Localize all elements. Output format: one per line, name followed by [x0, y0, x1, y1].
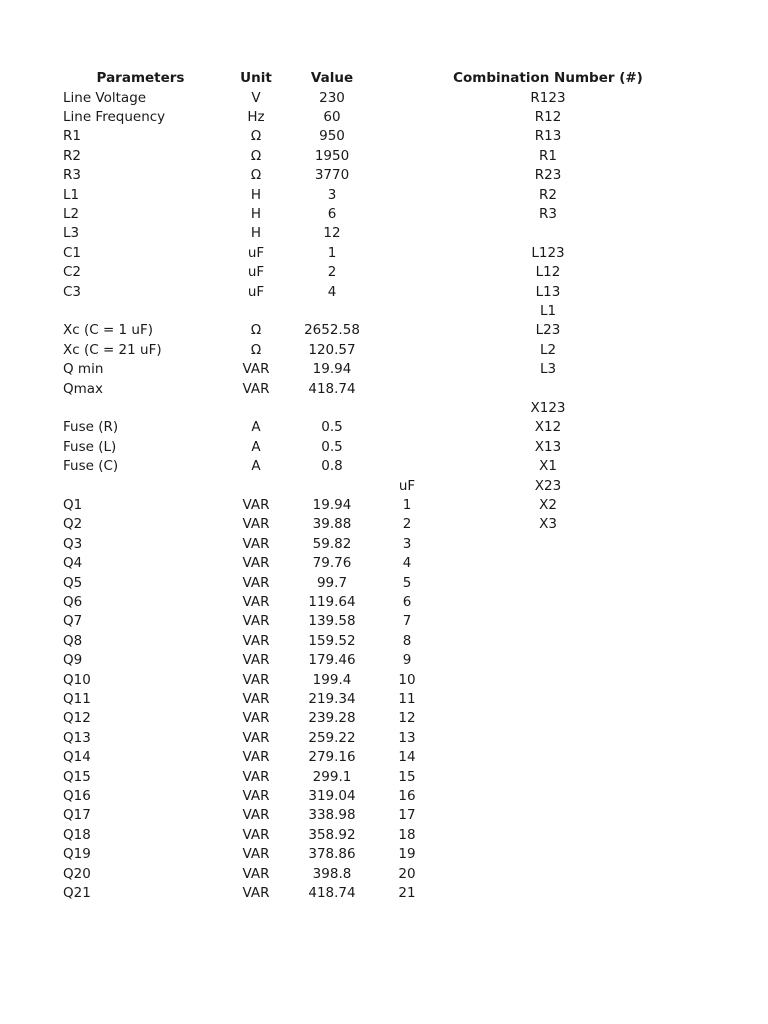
combination-cell — [498, 845, 598, 864]
unit-cell: VAR — [242, 632, 270, 649]
parameter-cell: Q3 — [63, 535, 83, 552]
value-cell: 6 — [327, 205, 337, 222]
unit-cell: uF — [247, 244, 265, 261]
capacitance-cell — [382, 283, 432, 302]
unit-cell: A — [251, 438, 261, 455]
unit-cell — [216, 302, 296, 321]
table-row — [0, 477, 768, 496]
value-cell: 60 — [323, 108, 341, 125]
capacitance-cell: 14 — [398, 749, 416, 766]
combination-cell: X1 — [539, 458, 557, 475]
value-cell: 0.8 — [321, 458, 343, 475]
capacitance-cell — [382, 457, 432, 476]
parameter-cell: Q17 — [63, 807, 91, 824]
combination-cell: X13 — [534, 438, 562, 455]
value-cell: 230 — [319, 89, 345, 106]
table-row — [0, 496, 768, 515]
combination-cell — [498, 729, 598, 748]
parameter-cell: Q20 — [63, 865, 91, 882]
parameter-cell: Q13 — [63, 729, 91, 746]
unit-cell: VAR — [242, 846, 270, 863]
capacitance-cell: 1 — [402, 496, 412, 513]
capacitance-cell: 19 — [398, 846, 416, 863]
unit-cell: A — [251, 419, 261, 436]
parameter-cell: C2 — [63, 264, 82, 281]
table-row — [0, 515, 768, 534]
value-cell: 3770 — [314, 167, 350, 184]
combination-cell — [498, 884, 598, 903]
parameter-cell: Qmax — [63, 380, 104, 397]
capacitance-cell: 7 — [402, 613, 412, 630]
capacitance-cell: 8 — [402, 632, 412, 649]
combination-cell: R1 — [539, 147, 557, 164]
capacitance-cell — [382, 147, 432, 166]
capacitance-cell — [382, 438, 432, 457]
unit-cell — [216, 477, 296, 496]
capacitance-cell — [382, 302, 432, 321]
combination-cell — [498, 865, 598, 884]
value-cell: 1 — [327, 244, 337, 261]
value-cell: 418.74 — [308, 380, 356, 397]
parameter-cell: Fuse (R) — [63, 419, 119, 436]
combination-cell: L12 — [535, 264, 561, 281]
unit-cell: VAR — [242, 555, 270, 572]
unit-cell: Ω — [250, 147, 262, 164]
table-row — [0, 380, 768, 399]
parameter-cell: C1 — [63, 244, 82, 261]
table-row — [0, 574, 768, 593]
unit-cell: VAR — [242, 380, 270, 397]
capacitance-cell: 11 — [398, 690, 416, 707]
combination-cell — [498, 651, 598, 670]
capacitance-cell — [382, 399, 432, 418]
table-row — [0, 457, 768, 476]
table-row — [0, 845, 768, 864]
capacitance-cell: 4 — [402, 555, 412, 572]
unit-cell: VAR — [242, 749, 270, 766]
table-row — [0, 729, 768, 748]
table-row — [0, 186, 768, 205]
unit-cell: VAR — [242, 729, 270, 746]
unit-cell: VAR — [242, 671, 270, 688]
combination-cell — [498, 709, 598, 728]
combination-cell: L13 — [535, 283, 561, 300]
combination-cell — [498, 632, 598, 651]
table-row — [0, 671, 768, 690]
value-cell: 39.88 — [312, 516, 352, 533]
parameter-cell: L1 — [63, 186, 80, 203]
combination-cell: R23 — [534, 167, 562, 184]
unit-cell: VAR — [242, 865, 270, 882]
value-cell: 2 — [327, 264, 337, 281]
capacitance-cell: 10 — [398, 671, 416, 688]
combination-cell: R2 — [539, 186, 557, 203]
combination-cell — [498, 593, 598, 612]
unit-cell: VAR — [242, 593, 270, 610]
value-cell: 19.94 — [312, 496, 352, 513]
parameter-cell: Q18 — [63, 826, 91, 843]
parameter-cell: Q14 — [63, 749, 91, 766]
unit-cell: VAR — [242, 535, 270, 552]
table-row — [0, 224, 768, 243]
capacitance-cell: 17 — [398, 807, 416, 824]
table-row — [0, 418, 768, 437]
value-cell: 950 — [319, 128, 345, 145]
parameter-cell: R2 — [63, 147, 81, 164]
table-row — [0, 127, 768, 146]
table-row — [0, 205, 768, 224]
unit-cell — [216, 399, 296, 418]
table-row — [0, 302, 768, 321]
unit-cell: VAR — [242, 787, 270, 804]
parameter-cell: Q16 — [63, 787, 91, 804]
table-row — [0, 166, 768, 185]
value-cell — [292, 302, 372, 321]
table-row — [0, 651, 768, 670]
unit-cell: uF — [247, 283, 265, 300]
unit-cell: VAR — [242, 690, 270, 707]
table-row — [0, 690, 768, 709]
table-row — [0, 865, 768, 884]
value-cell: 2652.58 — [304, 322, 360, 339]
combination-cell — [498, 787, 598, 806]
unit-cell: Ω — [250, 322, 262, 339]
capacitance-cell — [382, 360, 432, 379]
parameter-cell: Q1 — [63, 496, 83, 513]
parameter-cell: Q15 — [63, 768, 91, 785]
unit-cell: Ω — [250, 167, 262, 184]
parameter-cell: Xc (C = 21 uF) — [63, 341, 162, 358]
parameter-cell: Q21 — [63, 884, 91, 901]
combination-cell — [498, 554, 598, 573]
capacitance-cell — [382, 166, 432, 185]
value-cell: 12 — [323, 225, 341, 242]
table-row — [0, 147, 768, 166]
value-cell: 259.22 — [308, 729, 356, 746]
capacitance-cell: uF — [398, 477, 416, 494]
value-cell: 418.74 — [308, 884, 356, 901]
table-row — [0, 884, 768, 903]
table-row — [0, 612, 768, 631]
unit-cell: VAR — [242, 516, 270, 533]
unit-cell: H — [250, 205, 262, 222]
header-combination-number: Combination Number (#) — [453, 70, 643, 86]
capacitance-cell — [382, 127, 432, 146]
parameter-cell: Q7 — [63, 613, 83, 630]
value-cell: 59.82 — [312, 535, 352, 552]
value-cell: 1950 — [314, 147, 350, 164]
capacitance-cell: 2 — [402, 516, 412, 533]
capacitance-cell — [382, 380, 432, 399]
combination-cell: R123 — [530, 89, 566, 106]
value-cell: 358.92 — [308, 826, 356, 843]
table-row — [0, 535, 768, 554]
value-cell: 199.4 — [312, 671, 352, 688]
parameter-cell: Q8 — [63, 632, 83, 649]
capacitance-cell: 18 — [398, 826, 416, 843]
unit-cell: A — [251, 458, 261, 475]
unit-cell: H — [250, 186, 262, 203]
combination-cell — [498, 806, 598, 825]
value-cell: 0.5 — [321, 419, 343, 436]
value-cell: 120.57 — [308, 341, 356, 358]
value-cell: 4 — [327, 283, 337, 300]
combination-cell — [498, 690, 598, 709]
value-cell: 119.64 — [308, 593, 356, 610]
header-unit: Unit — [240, 70, 272, 86]
table-row — [0, 554, 768, 573]
parameter-cell: R3 — [63, 167, 81, 184]
table-row — [0, 360, 768, 379]
capacitance-cell — [382, 244, 432, 263]
unit-cell: Hz — [247, 108, 265, 125]
table-row — [0, 341, 768, 360]
combination-cell — [498, 224, 598, 243]
capacitance-cell: 12 — [398, 710, 416, 727]
combination-cell: X2 — [539, 496, 557, 513]
capacitance-cell: 21 — [398, 884, 416, 901]
combination-cell — [498, 826, 598, 845]
combination-cell: R13 — [534, 128, 562, 145]
parameter-cell: Q2 — [63, 516, 83, 533]
capacitance-cell — [382, 224, 432, 243]
capacitance-cell — [382, 321, 432, 340]
value-cell — [292, 477, 372, 496]
value-cell: 19.94 — [312, 361, 352, 378]
unit-cell: Ω — [250, 341, 262, 358]
table-row — [0, 787, 768, 806]
combination-cell — [498, 380, 598, 399]
value-cell: 319.04 — [308, 787, 356, 804]
combination-cell: R3 — [539, 205, 557, 222]
table-row — [0, 89, 768, 108]
unit-cell: VAR — [242, 826, 270, 843]
table-row — [0, 263, 768, 282]
unit-cell: VAR — [242, 768, 270, 785]
value-cell: 219.34 — [308, 690, 356, 707]
parameter-cell: Q11 — [63, 690, 91, 707]
value-cell: 3 — [327, 186, 337, 203]
table-row — [0, 768, 768, 787]
capacitance-cell: 5 — [402, 574, 412, 591]
parameter-cell: L3 — [63, 225, 80, 242]
parameter-cell: Q6 — [63, 593, 83, 610]
unit-cell: VAR — [242, 710, 270, 727]
table-row — [0, 709, 768, 728]
table-row — [0, 593, 768, 612]
parameter-cell: Q10 — [63, 671, 91, 688]
value-cell: 299.1 — [312, 768, 352, 785]
capacitance-cell: 20 — [398, 865, 416, 882]
capacitance-cell — [382, 205, 432, 224]
capacitance-cell: 13 — [398, 729, 416, 746]
combination-cell: X23 — [534, 477, 562, 494]
parameter-cell: Q12 — [63, 710, 91, 727]
combination-cell: L2 — [539, 341, 557, 358]
value-cell: 279.16 — [308, 749, 356, 766]
table-row — [0, 108, 768, 127]
value-cell: 179.46 — [308, 652, 356, 669]
value-cell: 239.28 — [308, 710, 356, 727]
capacitance-cell: 15 — [398, 768, 416, 785]
combination-cell — [498, 612, 598, 631]
combination-cell: X123 — [530, 399, 566, 416]
table-row — [0, 283, 768, 302]
capacitance-cell: 6 — [402, 593, 412, 610]
parameter-cell: Xc (C = 1 uF) — [63, 322, 154, 339]
header-parameters: Parameters — [96, 70, 185, 86]
table-row — [0, 748, 768, 767]
parameter-cell: C3 — [63, 283, 82, 300]
combination-cell: L3 — [539, 361, 557, 378]
value-cell: 79.76 — [312, 555, 352, 572]
combination-cell: L23 — [535, 322, 561, 339]
table-row — [0, 632, 768, 651]
combination-cell — [498, 574, 598, 593]
parameter-cell: Line Frequency — [63, 108, 166, 125]
combination-cell: R12 — [534, 108, 562, 125]
capacitance-cell — [382, 186, 432, 205]
parameter-cell: Q5 — [63, 574, 83, 591]
value-cell: 159.52 — [308, 632, 356, 649]
capacitance-cell: 3 — [402, 535, 412, 552]
capacitance-cell: 9 — [402, 652, 412, 669]
value-cell: 338.98 — [308, 807, 356, 824]
unit-cell: VAR — [242, 361, 270, 378]
parameter-cell: Q4 — [63, 555, 83, 572]
combination-cell: X3 — [539, 516, 557, 533]
unit-cell: V — [251, 89, 261, 106]
parameter-cell: Line Voltage — [63, 89, 147, 106]
combination-cell: X12 — [534, 419, 562, 436]
combination-cell: L123 — [531, 244, 565, 261]
parameter-cell: Fuse (L) — [63, 438, 117, 455]
combination-cell — [498, 535, 598, 554]
unit-cell: H — [250, 225, 262, 242]
capacitance-cell — [382, 89, 432, 108]
value-cell: 139.58 — [308, 613, 356, 630]
table-row — [0, 806, 768, 825]
capacitance-cell: 16 — [398, 787, 416, 804]
unit-cell: VAR — [242, 613, 270, 630]
capacitance-cell — [382, 418, 432, 437]
unit-cell: VAR — [242, 574, 270, 591]
table-row — [0, 826, 768, 845]
table-row — [0, 438, 768, 457]
unit-cell: VAR — [242, 496, 270, 513]
value-cell: 398.8 — [312, 865, 352, 882]
capacitance-cell — [382, 263, 432, 282]
unit-cell: VAR — [242, 884, 270, 901]
unit-cell: VAR — [242, 807, 270, 824]
parameter-cell: Q9 — [63, 652, 83, 669]
parameter-cell: Q19 — [63, 846, 91, 863]
unit-cell: VAR — [242, 652, 270, 669]
table-row — [0, 244, 768, 263]
combination-cell: L1 — [539, 302, 557, 319]
parameter-cell: R1 — [63, 128, 81, 145]
unit-cell: Ω — [250, 128, 262, 145]
table-row — [0, 399, 768, 418]
combination-cell — [498, 768, 598, 787]
parameter-cell: Q min — [63, 361, 104, 378]
value-cell: 0.5 — [321, 438, 343, 455]
combination-cell — [498, 748, 598, 767]
parameter-cell: Fuse (C) — [63, 458, 119, 475]
table-row — [0, 321, 768, 340]
value-cell — [292, 399, 372, 418]
combination-cell — [498, 671, 598, 690]
unit-cell: uF — [247, 264, 265, 281]
header-value: Value — [310, 70, 354, 86]
capacitance-cell — [382, 341, 432, 360]
value-cell: 99.7 — [316, 574, 348, 591]
value-cell: 378.86 — [308, 846, 356, 863]
capacitance-cell — [382, 108, 432, 127]
parameter-cell: L2 — [63, 205, 80, 222]
